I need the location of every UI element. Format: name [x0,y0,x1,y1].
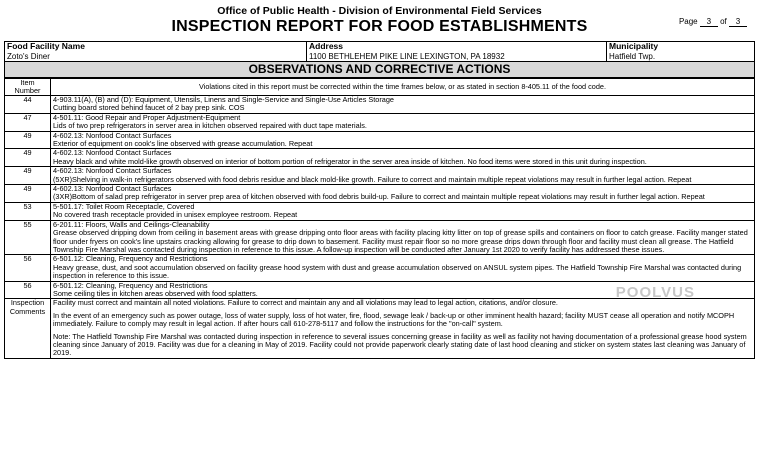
page-label: Page [678,17,698,26]
violation-observation: Exterior of equipment on cook's line observed with grease accumulation. Repeat [53,139,313,149]
violation-observation: Some ceiling tiles in kitchen areas observed with food splatters. [53,288,258,298]
of-label: of [720,17,727,26]
violation-description [51,131,755,149]
item-number: 49 [5,131,51,149]
comment-paragraph-1: Facility must correct and maintain all noted violations. Failure to correct and maintain any and all violations may lead to legal action, citations, and/or closure. [53,298,558,308]
address-label: Address [309,41,344,51]
violation-description [51,149,755,167]
violation-code: 4-602.13: Nonfood Contact Surfaces [53,166,172,176]
address-value: 1100 BETHLEHEM PIKE LINE LEXINGTON, PA 18932 [309,51,505,61]
page-indicator [679,17,747,27]
violation-code: 6-201.11: Floors, Walls and Ceilings-Cleanability [53,219,210,229]
violation-description [51,185,755,203]
violation-observation: Heavy black and white mold-like growth observed on interior of bottom portion of refrigerator in the server area inside of kitchen. No food items were stored in this unit during inspection. [53,156,647,166]
item-number: 44 [5,96,51,114]
item-number: 55 [5,220,51,255]
item-number: 53 [5,202,51,220]
violation-description [51,167,755,185]
violations-header: Violations cited in this report must be corrected within the time frames below, or as stated in section 8-405.11 of the food code. [51,79,755,96]
comment-paragraph-2: In the event of an emergency such as power outage, loss of water supply, loss of hot water, fire, flood, sewage leak / back-up or other imminent health hazard; facility MUST cease all operation and notify MCOPH immediately. Failure to comply may result in legal action. If after hours call 610-278-5117 and follow the instructions for the "on-call" system. [53,310,735,329]
municipality-value: Hatfield Twp. [609,51,656,61]
violation-description [51,220,755,255]
facility-label: Food Facility Name [7,41,85,51]
table-header-row [5,79,755,96]
comments-row [5,299,755,358]
violation-description [51,255,755,281]
page-number: 3 [700,17,718,27]
facility-value: Zoto's Diner [7,51,50,61]
page-total: 3 [729,17,747,27]
item-number: 47 [5,113,51,131]
office-name: Office of Public Health - Division of Environmental Field Services [217,5,542,17]
municipality-label: Municipality [609,41,659,51]
facility-cell [5,42,307,62]
violation-observation: Grease observed dripping down from ceiling in basement areas with grease dripping onto floor areas with facility placing kitty litter on top of grease spills and containers on floor to catch grease. Facility manger stated floor under fryers on cook's line upstairs cracking allowing for grease to drip down to basement. Facility must repair floor so no more grease drips down through floor and facility must clean all grease. The Hatfield Township Fire Marshal was contacted during inspection in reference to this issue. A follow-up inspection will be conducted after January 1st 2020 to verify facility has addressed these issues. [53,228,748,254]
violation-description [51,202,755,220]
table-row [5,131,755,149]
inspection-report [4,3,755,359]
table-row [5,185,755,203]
violation-observation: (3XR)Bottom of salad prep refrigerator in server prep area of kitchen observed with food debris build-up. Failure to correct and maintain multiple repeat violations may result in further legal action. Repeat [53,192,705,202]
violation-observation: Lids of two prep refrigerators in server area in kitchen observed repaired with duct tape materials. [53,121,367,131]
table-row [5,220,755,255]
violation-description [51,96,755,114]
violation-code: 4-903.11(A), (B) and (D): Equipment, Utensils, Linens and Single-Service and Single-Use Articles Storage [53,95,394,104]
violation-code: 4-501.11: Good Repair and Proper Adjustment-Equipment [53,112,241,122]
violation-observation: (5XR)Shelving in walk-in refrigerators observed with food debris residue and black mold-like growth. Failure to correct and maintain multiple repeat violations may result in further legal action. Repeat [53,174,692,184]
comment-paragraph-3: Note: The Hatfield Township Fire Marshal was contacted during inspection in reference to several issues concerning grease in facility as well as facility not having documentation of a professional grease hood system cleaning since January of 2019. Facility was due for a cleaning in May of 2019. Facility could not provide paperwork clearly stating date of last hood cleaning and sticker on system states last cleaning was January of 2019. [53,331,747,358]
item-number: 49 [5,167,51,185]
violation-observation: Heavy grease, dust, and soot accumulation observed on facility grease hood system with dust and grease accumulation observed on ANSUL system pipes. The Hatfield Township Fire Marshal was contacted during inspection in reference to this issue. [53,262,742,281]
table-row [5,202,755,220]
item-number: 56 [5,281,51,299]
observations-table [4,78,755,359]
violation-code: 4-602.13: Nonfood Contact Surfaces [53,148,172,158]
violation-code: 6-501.12: Cleaning, Frequency and Restrictions [53,280,208,290]
section-banner: OBSERVATIONS AND CORRECTIVE ACTIONS [4,62,755,78]
table-row [5,96,755,114]
table-row [5,149,755,167]
table-row [5,113,755,131]
address-cell [307,42,607,62]
violation-code: 5-501.17: Toilet Room Receptacle, Covered [53,201,195,211]
watermark: POOLVUS [615,283,695,301]
violation-code: 6-501.12: Cleaning, Frequency and Restrictions [53,254,208,264]
violation-code: 4-602.13: Nonfood Contact Surfaces [53,130,172,140]
facility-info-table [4,41,755,62]
item-number: 56 [5,255,51,281]
table-row [5,255,755,281]
violation-description [51,113,755,131]
item-number: 49 [5,149,51,167]
violation-observation: Cutting board stored behind faucet of 2 bay prep sink. COS [53,103,245,113]
comments-body [51,299,755,358]
violation-observation: No covered trash receptacle provided in unisex employee restroom. Repeat [53,210,298,220]
report-title: INSPECTION REPORT FOR FOOD ESTABLISHMENTS [171,18,588,35]
table-row [5,167,755,185]
item-number: 49 [5,185,51,203]
item-number-header: Item Number [5,79,51,96]
report-header [4,3,755,41]
municipality-cell [607,42,755,62]
violation-code: 4-602.13: Nonfood Contact Surfaces [53,184,172,194]
comments-label: Inspection Comments [5,299,51,358]
